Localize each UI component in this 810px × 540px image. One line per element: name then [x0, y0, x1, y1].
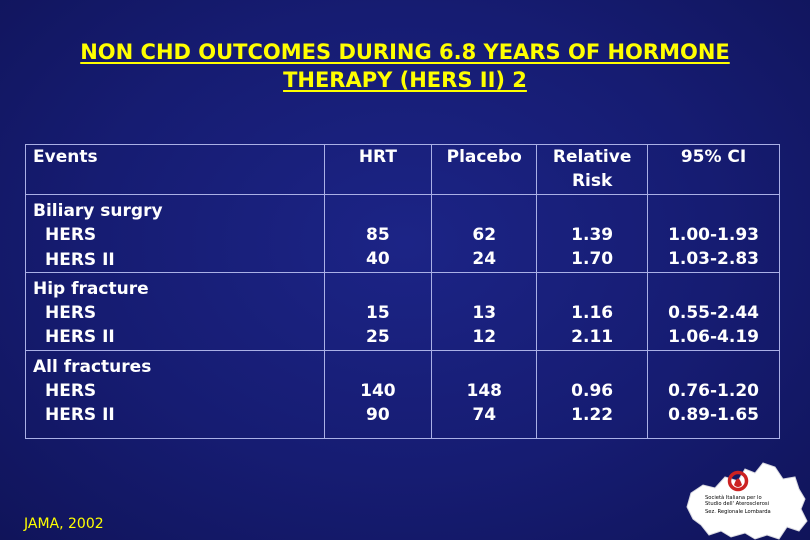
ci-value: 0.76-1.20 — [668, 380, 760, 401]
placebo-value: 12 — [472, 327, 497, 348]
logo-text-line-3: Sez. Regionale Lombarda — [705, 509, 771, 515]
relative-risk-value: 0.96 — [571, 380, 614, 401]
source-footnote: JAMA, 2002 — [24, 516, 104, 532]
row-label: HERS — [45, 225, 97, 246]
outcomes-table — [25, 144, 780, 439]
placebo-value: 62 — [472, 225, 497, 245]
table-row-group-hip-fracture — [26, 272, 780, 350]
logo-text-line-1: Società Italiana per lo — [705, 495, 762, 501]
relative-risk-value: 1.70 — [571, 249, 614, 270]
hrt-value: 15 — [366, 302, 390, 323]
hrt-value: 40 — [366, 249, 390, 270]
logo-text-line-2: Studio dell' Aterosclerosi — [705, 501, 770, 507]
ci-value: 0.89-1.65 — [668, 405, 760, 426]
ci-cell — [648, 195, 780, 273]
table-row-group-all-fractures — [26, 350, 780, 438]
placebo-value: 24 — [472, 249, 497, 270]
slide-title — [0, 38, 810, 94]
relative-risk-value: 2.11 — [571, 327, 614, 348]
row-label: HERS II — [45, 249, 115, 270]
events-cell — [26, 195, 325, 273]
header-relative-risk-line-1: Relative — [552, 147, 632, 167]
relative-risk-value: 1.39 — [571, 225, 614, 245]
group-name: Biliary surgry — [33, 201, 163, 221]
table-row-group-biliary — [26, 195, 780, 273]
group-name: Hip fracture — [33, 278, 149, 299]
hrt-cell — [324, 350, 432, 438]
placebo-value: 74 — [472, 405, 497, 426]
row-label: HERS — [45, 381, 97, 402]
events-cell — [26, 272, 325, 350]
placebo-cell — [432, 195, 537, 273]
row-label: HERS — [45, 303, 97, 324]
relative-risk-value: 1.16 — [571, 302, 614, 323]
placebo-value: 148 — [466, 380, 502, 401]
placebo-cell — [432, 272, 537, 350]
hrt-value: 25 — [366, 327, 390, 348]
slide-title-line-1: NON CHD OUTCOMES DURING 6.8 YEARS OF HORMONE — [80, 40, 730, 64]
row-label: HERS II — [45, 327, 115, 348]
relative-risk-cell — [537, 195, 648, 273]
society-logo — [683, 455, 810, 540]
header-events: Events — [26, 145, 325, 195]
ci-value: 1.06-4.19 — [668, 327, 760, 348]
relative-risk-cell — [537, 272, 648, 350]
header-relative-risk-line-2: Risk — [571, 171, 613, 191]
table-header-row — [26, 145, 780, 195]
events-cell — [26, 350, 325, 438]
placebo-cell — [432, 350, 537, 438]
header-relative-risk — [537, 145, 648, 195]
relative-risk-cell — [537, 350, 648, 438]
header-placebo: Placebo — [432, 145, 537, 195]
slide-title-line-2: THERAPY (HERS II) 2 — [283, 68, 527, 92]
ci-value: 0.55-2.44 — [668, 302, 760, 323]
row-label: HERS II — [45, 405, 115, 426]
hrt-value: 90 — [366, 405, 390, 426]
header-hrt: HRT — [324, 145, 432, 195]
hrt-value: 140 — [360, 380, 396, 401]
ci-cell — [648, 350, 780, 438]
hrt-cell — [324, 272, 432, 350]
ci-cell — [648, 272, 780, 350]
header-ci: 95% CI — [648, 145, 780, 195]
hrt-cell — [324, 195, 432, 273]
ci-value: 1.03-2.83 — [668, 249, 760, 270]
ci-value: 1.00-1.93 — [668, 225, 760, 245]
group-name: All fractures — [33, 356, 152, 377]
placebo-value: 13 — [472, 302, 497, 323]
hrt-value: 85 — [366, 225, 390, 245]
relative-risk-value: 1.22 — [571, 405, 614, 426]
